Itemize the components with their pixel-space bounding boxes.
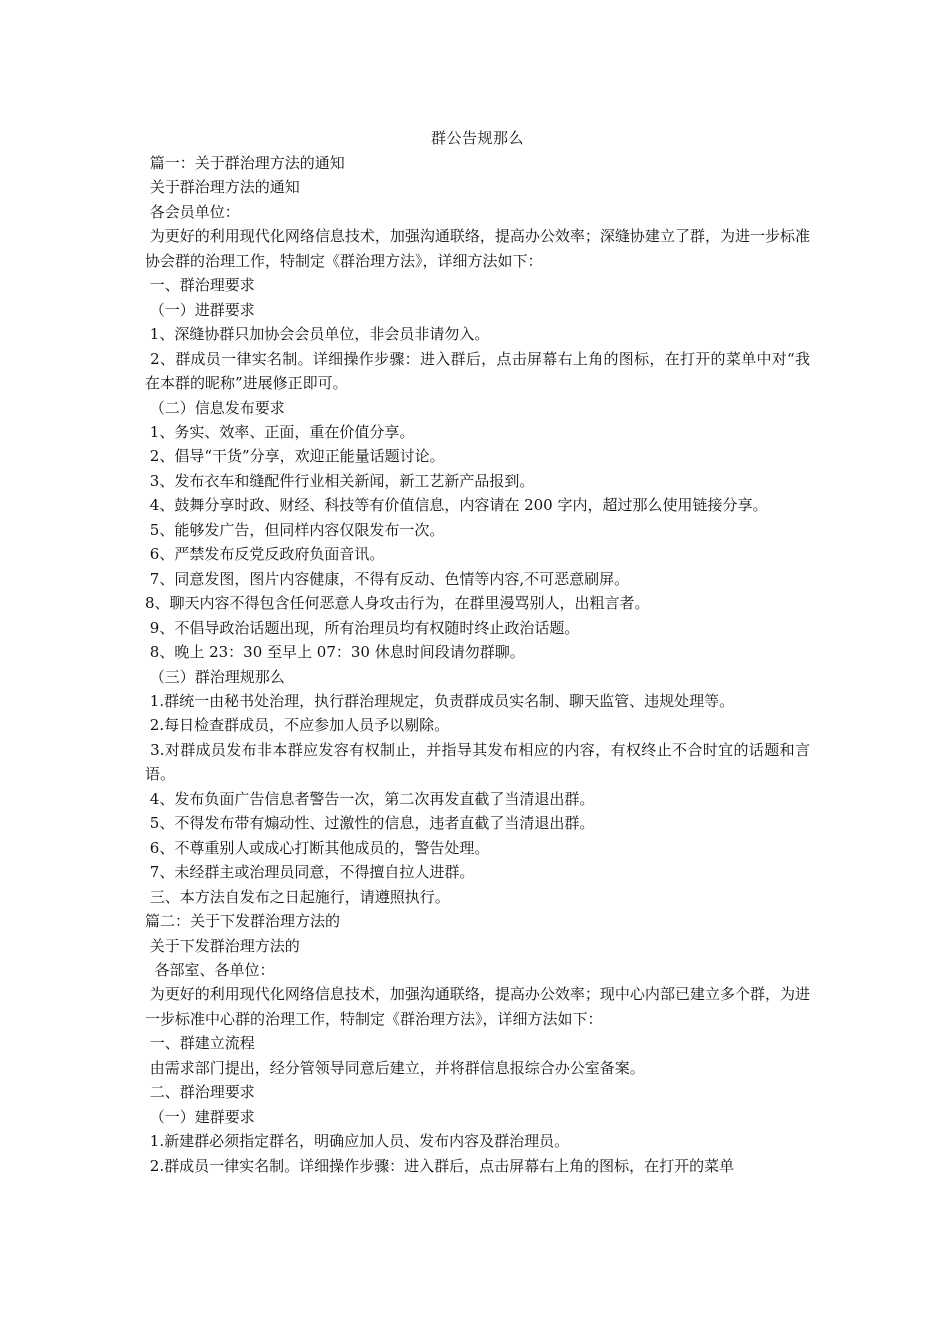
paragraph: 1、深缝协群只加协会会员单位，非会员非请勿入。: [145, 325, 490, 344]
paragraph: （一）进群要求: [145, 300, 255, 319]
paragraph: 1.新建群必须指定群名，明确应加人员、发布内容及群治理员。: [145, 1132, 570, 1151]
paragraph: 5、不得发布带有煽动性、过激性的信息，违者直截了当清退出群。: [145, 814, 595, 833]
paragraph: 7、未经群主或治理员同意，不得擅自拉人进群。: [145, 863, 475, 882]
paragraph: 由需求部门提出，经分管领导同意后建立，并将群信息报综合办公室备案。: [145, 1058, 645, 1077]
document-body: [145, 151, 810, 1178]
paragraph: 为更好的利用现代化网络信息技术，加强沟通联络，提高办公效率；现中心内部已建立多个群，为进一步标准中心群的治理工作，特制定《群治理方法》，详细方法如下：: [145, 985, 810, 1028]
paragraph: 篇一：关于群治理方法的通知: [145, 154, 345, 172]
paragraph: 2、倡导“干货”分享，欢迎正能量话题讨论。: [145, 447, 445, 466]
paragraph: 7、同意发图，图片内容健康，不得有反动、色情等内容,不可恶意刷屏。: [145, 569, 630, 588]
paragraph: 8、晚上 23：30 至早上 07：30 休息时间段请勿群聊。: [145, 643, 525, 662]
paragraph: 1、务实、效率、正面，重在价值分享。: [145, 422, 415, 441]
paragraph: 6、不尊重别人或成心打断其他成员的，警告处理。: [145, 838, 490, 857]
paragraph: 2、群成员一律实名制。详细操作步骤：进入群后，点击屏幕右上角的图标，在打开的菜单中对“我在本群的昵称”进展修正即可。: [145, 349, 810, 393]
paragraph: 6、严禁发布反党反政府负面音讯。: [145, 545, 385, 564]
paragraph: 1.群统一由秘书处治理，执行群治理规定，负责群成员实名制、聊天监管、违规处理等。: [145, 691, 735, 710]
paragraph: 9、不倡导政治话题出现，所有治理员均有权随时终止政治话题。: [145, 618, 580, 637]
paragraph: 3、发布衣车和缝配件行业相关新闻，新工艺新产品报到。: [145, 471, 535, 490]
paragraph: 各会员单位：: [145, 202, 240, 221]
paragraph: 3.对群成员发布非本群应发容有权制止，并指导其发布相应的内容，有权终止不合时宜的话题和言语。: [145, 740, 810, 784]
paragraph: 三、本方法自发布之日起施行，请遵照执行。: [145, 887, 450, 906]
paragraph: 篇二：关于下发群治理方法的: [145, 912, 341, 931]
paragraph: 4、发布负面广告信息者警告一次，第二次再发直截了当清退出群。: [145, 789, 595, 808]
paragraph: （一）建群要求: [145, 1107, 255, 1126]
paragraph: 二、群治理要求: [145, 1083, 255, 1102]
paragraph: 5、能够发广告，但同样内容仅限发布一次。: [145, 520, 445, 539]
paragraph: 一、群治理要求: [145, 276, 255, 295]
document-page: [145, 127, 810, 1178]
paragraph: 一、群建立流程: [145, 1034, 255, 1053]
paragraph: （三）群治理规那么: [145, 667, 285, 686]
paragraph: （二）信息发布要求: [145, 398, 285, 417]
paragraph: 2.群成员一律实名制。详细操作步骤：进入群后，点击屏幕右上角的图标，在打开的菜单: [145, 1156, 735, 1175]
paragraph: 4、鼓舞分享时政、财经、科技等有价值信息，内容请在 200 字内，超过那么使用链接分享。: [145, 496, 768, 515]
paragraph: 关于群治理方法的通知: [145, 178, 300, 197]
paragraph: 关于下发群治理方法的: [145, 936, 300, 955]
paragraph: 为更好的利用现代化网络信息技术，加强沟通联络，提高办公效率；深缝协建立了群，为进一步标准协会群的治理工作，特制定《群治理方法》，详细方法如下：: [145, 227, 810, 270]
paragraph: 各部室、各单位：: [145, 960, 275, 979]
paragraph: 2.每日检查群成员，不应参加人员予以剔除。: [145, 716, 450, 735]
document-title: 群公告规那么: [430, 129, 524, 147]
paragraph: 8、聊天内容不得包含任何恶意人身攻击行为，在群里漫骂别人，出粗言者。: [145, 594, 650, 613]
